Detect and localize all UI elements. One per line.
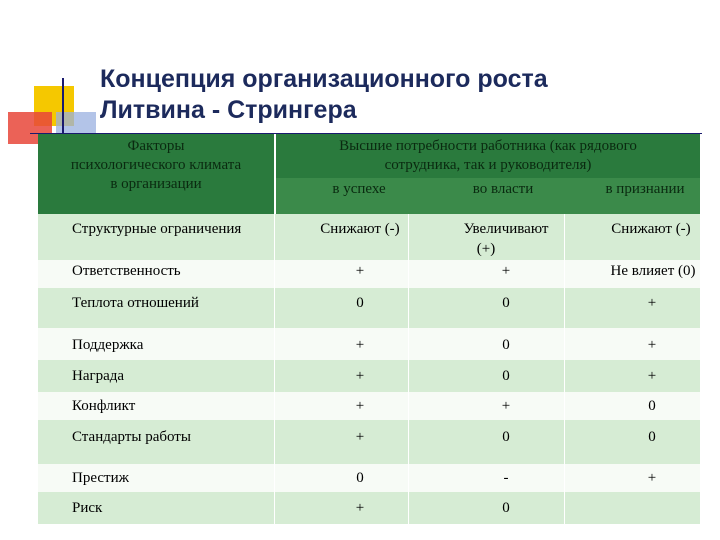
recognition-cell: 0 bbox=[648, 429, 656, 445]
header-needs-line-2: сотрудника, так и руководителя) bbox=[384, 157, 592, 173]
success-cell: + bbox=[355, 429, 365, 445]
success-cell: Снижают (-) bbox=[320, 221, 400, 237]
power-cell: - bbox=[503, 470, 509, 486]
recognition-cell: + bbox=[647, 368, 657, 384]
decor-horizontal-line bbox=[30, 133, 702, 134]
success-cell: + bbox=[355, 368, 365, 384]
factor-cell: Риск bbox=[72, 500, 103, 516]
power-cell-cont: (+) bbox=[476, 241, 496, 257]
recognition-cell: Не влияет (0) bbox=[610, 263, 696, 279]
slide-title bbox=[100, 64, 548, 126]
success-cell: + bbox=[355, 398, 365, 414]
subheader-recognition: в признании bbox=[605, 181, 685, 197]
success-cell: 0 bbox=[356, 295, 364, 311]
power-cell: Увеличивают bbox=[463, 221, 549, 237]
recognition-cell: + bbox=[647, 295, 657, 311]
header-factors bbox=[38, 137, 274, 194]
title-line-1: Концепция организационного роста bbox=[100, 65, 548, 93]
subheader-success: в успехе bbox=[332, 181, 386, 197]
header-factors-line-2: психологического климата bbox=[70, 157, 242, 173]
success-cell: + bbox=[355, 500, 365, 516]
factor-cell: Стандарты работы bbox=[72, 429, 191, 445]
header-needs bbox=[276, 137, 700, 175]
header-factors-line-3: в организации bbox=[110, 176, 202, 192]
power-cell: 0 bbox=[502, 500, 510, 516]
header-factors-line-1: Факторы bbox=[127, 138, 185, 154]
power-cell: 0 bbox=[502, 337, 510, 353]
factor-cell: Структурные ограничения bbox=[72, 221, 242, 237]
success-cell: + bbox=[355, 337, 365, 353]
recognition-cell: + bbox=[647, 470, 657, 486]
title-line-2: Литвина - Стрингера bbox=[100, 96, 357, 124]
header-needs-line-1: Высшие потребности работника (как рядового bbox=[339, 138, 637, 154]
power-cell: 0 bbox=[502, 295, 510, 311]
success-cell: 0 bbox=[356, 470, 364, 486]
recognition-cell: + bbox=[647, 337, 657, 353]
success-cell: + bbox=[355, 263, 365, 279]
factor-cell: Награда bbox=[72, 368, 125, 384]
factor-cell: Конфликт bbox=[72, 398, 136, 414]
factor-cell: Престиж bbox=[72, 470, 129, 486]
power-cell: 0 bbox=[502, 429, 510, 445]
power-cell: + bbox=[501, 263, 511, 279]
recognition-cell: 0 bbox=[648, 398, 656, 414]
column-divider bbox=[564, 214, 565, 524]
factor-cell: Поддержка bbox=[72, 337, 144, 353]
column-divider bbox=[274, 214, 275, 524]
factor-cell: Ответственность bbox=[72, 263, 181, 279]
subheader-power: во власти bbox=[472, 181, 534, 197]
power-cell: 0 bbox=[502, 368, 510, 384]
recognition-cell: Снижают (-) bbox=[611, 221, 691, 237]
column-divider bbox=[408, 214, 409, 524]
factor-cell: Теплота отношений bbox=[72, 295, 199, 311]
power-cell: + bbox=[501, 398, 511, 414]
